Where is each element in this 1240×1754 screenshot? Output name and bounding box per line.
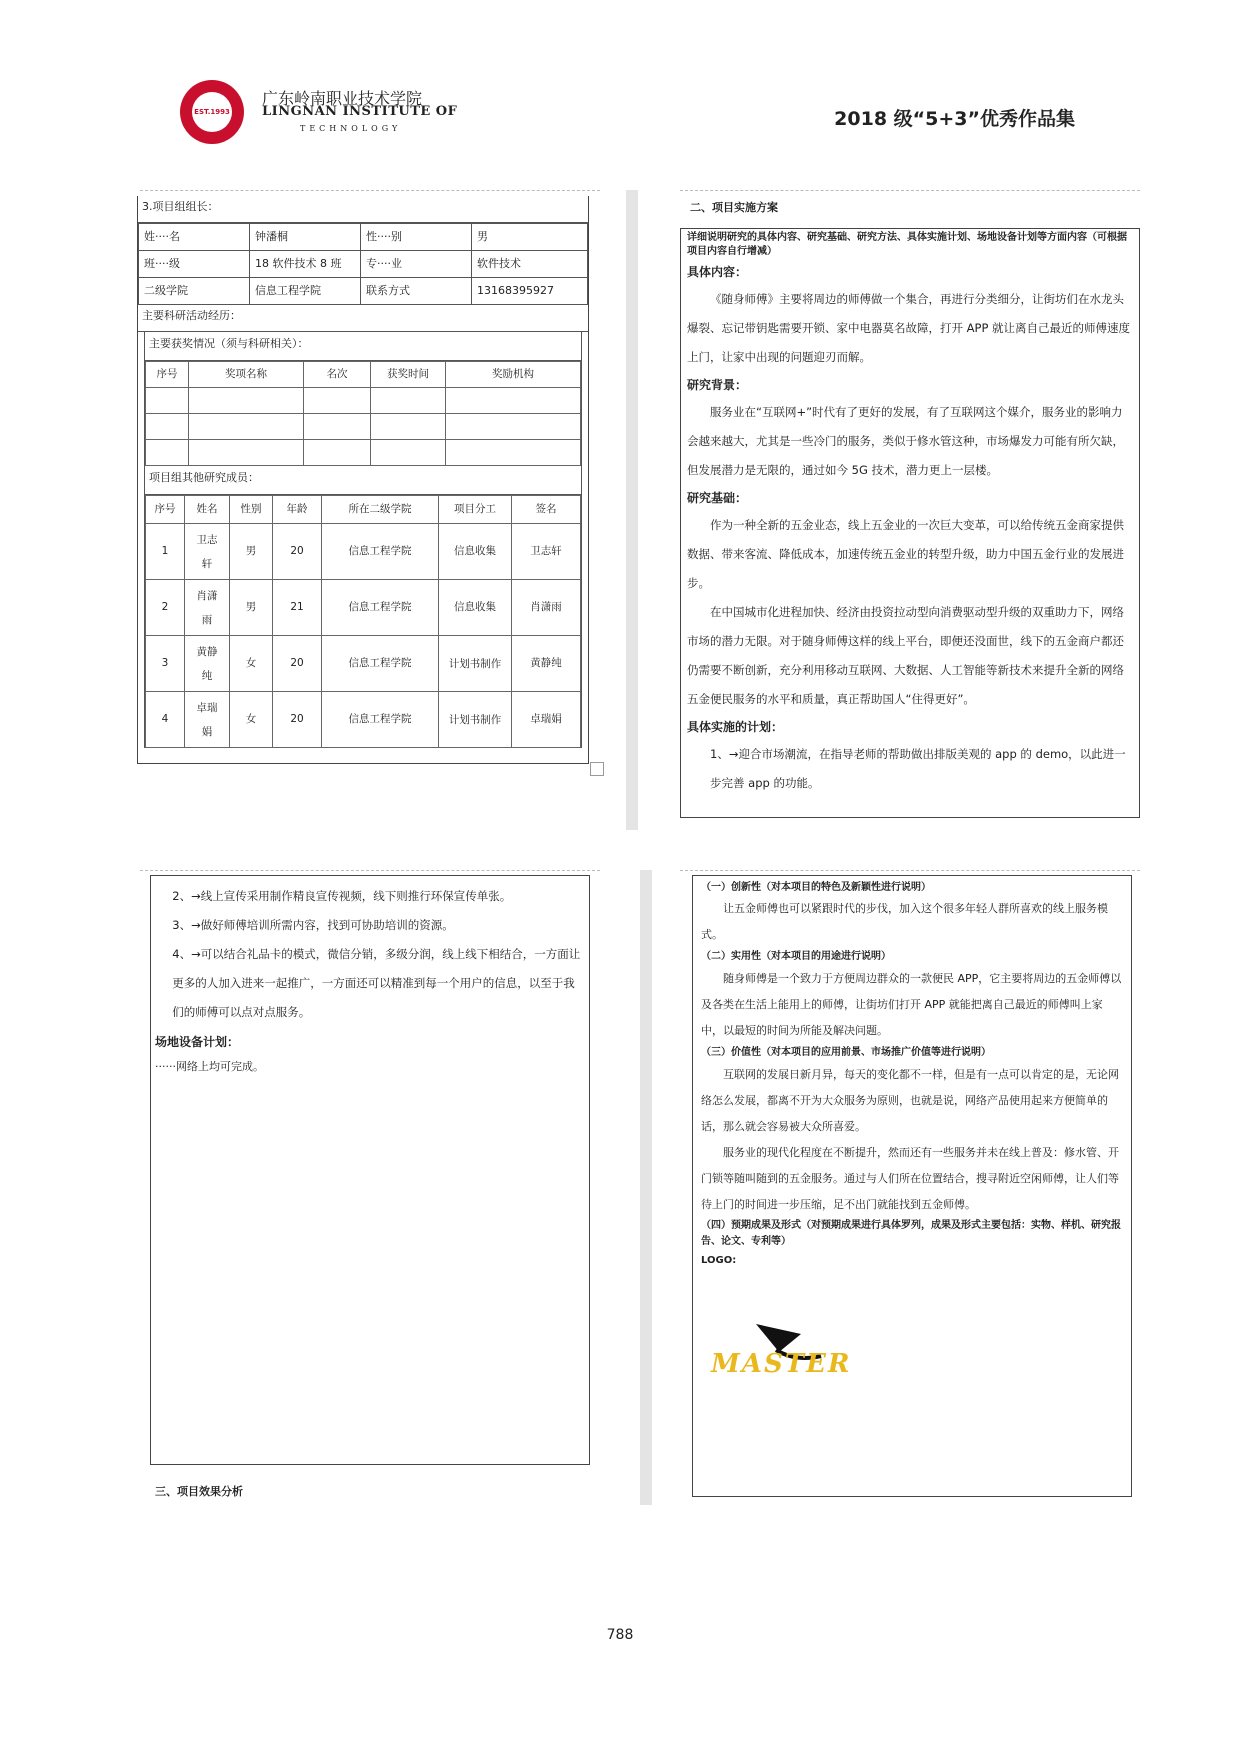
cell: 信息工程学院 <box>322 636 439 692</box>
header-cell: 奖励机构 <box>446 362 581 388</box>
header-cell: 所在二级学院 <box>322 496 439 524</box>
cell: 信息工程学院 <box>322 692 439 748</box>
table-row <box>146 388 581 414</box>
plan-item-4: 4、→可以结合礼品卡的模式，微信分销，多级分润，线上线下相结合，一方面让更多的人加入进来一起推广，一方面还可以精准到每一个用户的信息，以至于我们的师傅可以点对点服务。 <box>172 947 581 1019</box>
cell: 2 <box>146 580 185 636</box>
header-cell: 年龄 <box>273 496 322 524</box>
section3-title: 三、项目效果分析 <box>155 1485 243 1498</box>
header-cell: 性别 <box>230 496 273 524</box>
cell: 班····级 <box>139 251 250 278</box>
cell: 信息收集 <box>439 524 512 580</box>
table-row <box>146 636 581 692</box>
cell: 20 <box>273 692 322 748</box>
value-text-1: 互联网的发展日新月异，每天的变化都不一样，但是有一点可以肯定的是，无论网络怎么发展，都离不开为大众服务为原则，也就是说，网络产品使用起来方便简单的话，那么就会容易被大众所喜爱。 <box>701 1068 1119 1133</box>
members-table <box>145 495 581 748</box>
cell: 3 <box>146 636 185 692</box>
cell: 计划书制作 <box>439 692 512 748</box>
gutter-top <box>626 190 638 830</box>
plan-box <box>680 228 1140 818</box>
value-text-2: 服务业的现代化程度在不断提升，然而还有一些服务并未在线上普及：修水管、开门锁等随叫随到的五金服务。通过与人们所在位置结合，搜寻附近空闲师傅，让人们等待上门的时间进一步压缩，足不出门就能找到五金师傅。 <box>701 1146 1119 1211</box>
cell: 姓····名 <box>139 224 250 251</box>
logo-label: LOGO: <box>701 1255 737 1266</box>
cell: 信息工程学院 <box>322 580 439 636</box>
page-divider <box>680 190 1140 191</box>
value-label: （三）价值性（对本项目的应用前景、市场推广价值等进行说明） <box>701 1047 991 1058</box>
page-divider <box>680 870 1140 871</box>
research-label: 主要科研活动经历： <box>138 305 588 332</box>
page-divider <box>140 870 600 871</box>
cell: 卓瑞娟 <box>512 692 581 748</box>
panel-implementation-plan <box>680 196 1140 824</box>
intro-text: 详细说明研究的具体内容、研究基础、研究方法、具体实施计划、场地设备计划等方面内容（可根据项目内容自行增减） <box>687 232 1127 257</box>
school-name-cn: 广东岭南职业技术学院 <box>262 89 423 108</box>
page-number: 788 <box>606 1627 634 1643</box>
table-row <box>139 251 588 278</box>
seal-year: EST.1993 <box>192 92 232 132</box>
cell: 卓瑞娟 <box>185 692 230 748</box>
collection-title: 2018 级“5+3”优秀作品集 <box>834 108 1075 130</box>
table-row <box>139 224 588 251</box>
table-row <box>139 278 588 305</box>
cell: 计划书制作 <box>439 636 512 692</box>
plan-item-2: 2、→线上宣传采用制作精良宣传视频，线下则推行环保宣传单张。 <box>172 889 512 903</box>
cell: 21 <box>273 580 322 636</box>
header-cell: 获奖时间 <box>371 362 446 388</box>
cell: 13168395927 <box>472 278 588 305</box>
panel-project-features <box>692 875 1132 1497</box>
header-cell: 序号 <box>146 496 185 524</box>
cell: 信息工程学院 <box>250 278 361 305</box>
table-row <box>146 414 581 440</box>
cell: 20 <box>273 524 322 580</box>
school-seal-logo <box>180 80 244 144</box>
header-cell: 序号 <box>146 362 189 388</box>
cell: 信息收集 <box>439 580 512 636</box>
innovation-text: 让五金师傅也可以紧跟时代的步伐，加入这个很多年轻人群所喜欢的线上服务模式。 <box>701 902 1108 941</box>
practicality-label: （二）实用性（对本项目的用途进行说明） <box>701 951 891 962</box>
cell: 钟潘桐 <box>250 224 361 251</box>
table-row <box>146 440 581 466</box>
cell: 女 <box>230 692 273 748</box>
cell: 4 <box>146 692 185 748</box>
leader-section-title: 3.项目组组长： <box>138 196 588 223</box>
content-label: 具体内容： <box>687 265 748 279</box>
results-label: （四）预期成果及形式（对预期成果进行具体罗列，成果及形式主要包括：实物、样机、研究报告、论文、专利等） <box>701 1220 1121 1247</box>
section2-title: 二、项目实施方案 <box>690 201 778 214</box>
basis-label: 研究基础： <box>687 491 748 505</box>
background-text: 服务业在“互联网+”时代有了更好的发展，有了互联网这个媒介，服务业的影响力会越来越大，尤其是一些冷门的服务，类似于修水管这种，市场爆发力可能有所欠缺，但发展潜力是无限的，通过如今 5G 技术，潜力更上一层楼。 <box>687 405 1124 477</box>
cell: 联系方式 <box>361 278 472 305</box>
cell: 专····业 <box>361 251 472 278</box>
panel-leader-info <box>137 196 589 764</box>
content-text: 《随身师傅》主要将周边的师傅做一个集合，再进行分类细分，让街坊们在水龙头爆裂、忘记带钥匙需要开锁、家中电器莫名故障，打开 APP 就让离自己最近的师傅速度上门，让家中出现的问题迎刃而解。 <box>687 292 1131 364</box>
header-cell: 姓名 <box>185 496 230 524</box>
table-resize-handle <box>590 762 604 776</box>
gutter-bottom <box>640 870 652 1505</box>
awards-label: 主要获奖情况（须与科研相关）： <box>145 332 581 361</box>
cell: 信息工程学院 <box>322 524 439 580</box>
cell: 性····别 <box>361 224 472 251</box>
cell: 卫志轩 <box>512 524 581 580</box>
basis-text-2: 在中国城市化进程加快、经济由投资拉动型向消费驱动型升级的双重助力下，网络市场的潜力无限。对于随身师傅这样的线上平台，即便还没面世，线下的五金商户都还仍需要不断创新，充分利用移动互联网、大数据、人工智能等新技术来提升全新的网络五金便民服务的水平和质量，真正帮助国人“住得更好”。 <box>687 605 1124 706</box>
cell: 女 <box>230 636 273 692</box>
table-row <box>146 524 581 580</box>
site-label: 场地设备计划： <box>155 1035 240 1049</box>
cell: 男 <box>230 524 273 580</box>
cell: 男 <box>472 224 588 251</box>
cell: 1 <box>146 524 185 580</box>
awards-table <box>145 361 581 466</box>
members-label: 项目组其他研究成员： <box>145 466 581 495</box>
practicality-text: 随身师傅是一个致力于方便周边群众的一款便民 APP，它主要将周边的五金师傅以及各类在生活上能用上的师傅，让街坊们打开 APP 就能把离自己最近的师傅叫上家中，以最短的时间为所能及解决问题。 <box>701 972 1122 1037</box>
school-name-en: LINGNAN INSTITUTE OF <box>262 104 458 119</box>
table-row <box>146 496 581 524</box>
header-cell: 签名 <box>512 496 581 524</box>
cell: 18 软件技术 8 班 <box>250 251 361 278</box>
cell: 二级学院 <box>139 278 250 305</box>
table-row <box>146 362 581 388</box>
cell: 男 <box>230 580 273 636</box>
school-name-en-2: TECHNOLOGY <box>300 124 402 133</box>
site-text: ······网络上均可完成。 <box>155 1060 264 1073</box>
cell: 黄静纯 <box>512 636 581 692</box>
header-cell: 奖项名称 <box>189 362 304 388</box>
basis-text-1: 作为一种全新的五金业态，线上五金业的一次巨大变革，可以给传统五金商家提供数据、带来客流、降低成本，加速传统五金业的转型升级，助力中国五金行业的发展进步。 <box>687 518 1124 590</box>
panel-plan-continued <box>150 875 590 1465</box>
cell: 卫志轩 <box>185 524 230 580</box>
cell: 软件技术 <box>472 251 588 278</box>
page-divider <box>140 190 600 191</box>
plan-label: 具体实施的计划： <box>687 720 784 734</box>
master-logo <box>701 1312 1123 1402</box>
header-cell: 名次 <box>304 362 371 388</box>
plan-item-1: 1、→迎合市场潮流，在指导老师的帮助做出排版美观的 app 的 demo，以此进一步完善 app 的功能。 <box>710 747 1126 790</box>
header-cell: 项目分工 <box>439 496 512 524</box>
cell: 20 <box>273 636 322 692</box>
innovation-label: （一）创新性（对本项目的特色及新颖性进行说明） <box>701 882 931 893</box>
logo-word: MASTER <box>711 1349 852 1379</box>
leader-table <box>138 223 588 305</box>
table-row <box>146 692 581 748</box>
cell: 肖潇雨 <box>512 580 581 636</box>
background-label: 研究背景： <box>687 378 748 392</box>
awards-block <box>144 332 582 748</box>
cell: 黄静纯 <box>185 636 230 692</box>
plan-item-3: 3、→做好师傅培训所需内容，找到可协助培训的资源。 <box>172 918 454 932</box>
table-row <box>146 580 581 636</box>
cell: 肖潇雨 <box>185 580 230 636</box>
